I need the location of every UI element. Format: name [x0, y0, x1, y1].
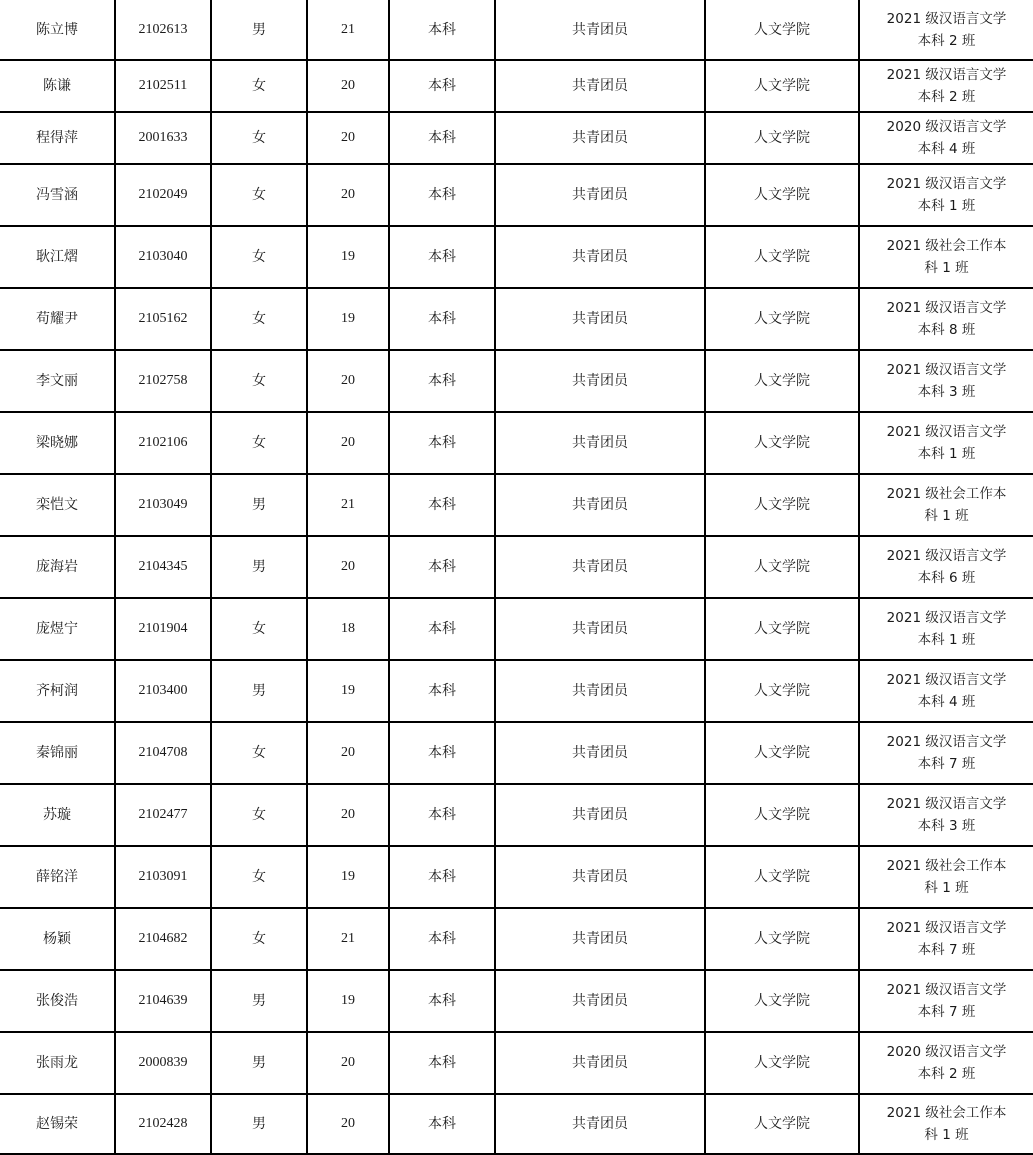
class-line-2: 本科 1 班	[917, 446, 976, 462]
gender-cell: 女	[211, 288, 307, 350]
table-row	[0, 1032, 1033, 1094]
student-name-cell: 齐柯润	[0, 660, 115, 722]
student-name-cell: 张俊浩	[0, 970, 115, 1032]
class-cell	[859, 536, 1033, 598]
student-id-cell: 2102106	[115, 412, 211, 474]
table-row	[0, 908, 1033, 970]
gender-cell: 男	[211, 0, 307, 60]
class-cell	[859, 60, 1033, 112]
class-cell	[859, 598, 1033, 660]
political-status-cell: 共青团员	[495, 598, 705, 660]
college-cell: 人文学院	[705, 536, 859, 598]
college-cell: 人文学院	[705, 598, 859, 660]
age-cell: 19	[307, 288, 389, 350]
student-id-cell: 2103091	[115, 846, 211, 908]
gender-cell: 男	[211, 474, 307, 536]
class-line-2: 本科 4 班	[917, 694, 976, 710]
gender-cell: 女	[211, 226, 307, 288]
class-cell	[859, 722, 1033, 784]
gender-cell: 男	[211, 1032, 307, 1094]
political-status-cell: 共青团员	[495, 474, 705, 536]
student-name-cell: 程得萍	[0, 112, 115, 164]
class-line-1: 2021 级汉语言文学	[886, 548, 1007, 564]
student-id-cell: 2102049	[115, 164, 211, 226]
class-line-1: 2021 级社会工作本	[886, 1105, 1007, 1121]
political-status-cell: 共青团员	[495, 1032, 705, 1094]
college-cell: 人文学院	[705, 722, 859, 784]
student-name-cell: 杨颖	[0, 908, 115, 970]
student-name-cell: 陈谦	[0, 60, 115, 112]
college-cell: 人文学院	[705, 1094, 859, 1154]
student-id-cell: 2103049	[115, 474, 211, 536]
college-cell: 人文学院	[705, 60, 859, 112]
age-cell: 20	[307, 784, 389, 846]
gender-cell: 女	[211, 164, 307, 226]
class-cell	[859, 660, 1033, 722]
political-status-cell: 共青团员	[495, 412, 705, 474]
table-row	[0, 60, 1033, 112]
political-status-cell: 共青团员	[495, 226, 705, 288]
class-line-2: 本科 3 班	[917, 818, 976, 834]
student-name-cell: 张雨龙	[0, 1032, 115, 1094]
education-level-cell: 本科	[389, 60, 495, 112]
political-status-cell: 共青团员	[495, 164, 705, 226]
student-id-cell: 2103040	[115, 226, 211, 288]
class-line-1: 2021 级汉语言文学	[886, 300, 1007, 316]
college-cell: 人文学院	[705, 970, 859, 1032]
education-level-cell: 本科	[389, 0, 495, 60]
college-cell: 人文学院	[705, 1032, 859, 1094]
education-level-cell: 本科	[389, 164, 495, 226]
college-cell: 人文学院	[705, 908, 859, 970]
table-row	[0, 598, 1033, 660]
political-status-cell: 共青团员	[495, 288, 705, 350]
class-line-1: 2021 级汉语言文学	[886, 610, 1007, 626]
college-cell: 人文学院	[705, 412, 859, 474]
student-name-cell: 薛铭洋	[0, 846, 115, 908]
table-row	[0, 784, 1033, 846]
political-status-cell: 共青团员	[495, 350, 705, 412]
education-level-cell: 本科	[389, 970, 495, 1032]
class-cell	[859, 846, 1033, 908]
college-cell: 人文学院	[705, 474, 859, 536]
student-id-cell: 2000839	[115, 1032, 211, 1094]
education-level-cell: 本科	[389, 226, 495, 288]
table-row	[0, 846, 1033, 908]
education-level-cell: 本科	[389, 846, 495, 908]
class-line-1: 2021 级汉语言文学	[886, 424, 1007, 440]
age-cell: 20	[307, 412, 389, 474]
political-status-cell: 共青团员	[495, 660, 705, 722]
student-name-cell: 秦锦丽	[0, 722, 115, 784]
class-line-2: 本科 4 班	[917, 141, 976, 157]
table-row	[0, 412, 1033, 474]
gender-cell: 女	[211, 60, 307, 112]
class-line-2: 本科 1 班	[917, 632, 976, 648]
gender-cell: 女	[211, 722, 307, 784]
education-level-cell: 本科	[389, 536, 495, 598]
student-id-cell: 2105162	[115, 288, 211, 350]
college-cell: 人文学院	[705, 0, 859, 60]
college-cell: 人文学院	[705, 846, 859, 908]
class-cell	[859, 112, 1033, 164]
student-id-cell: 2102428	[115, 1094, 211, 1154]
class-line-2: 本科 6 班	[917, 570, 976, 586]
age-cell: 20	[307, 164, 389, 226]
political-status-cell: 共青团员	[495, 908, 705, 970]
gender-cell: 男	[211, 1094, 307, 1154]
class-line-2: 本科 2 班	[917, 32, 976, 49]
class-line-2: 科 1 班	[924, 508, 969, 524]
class-cell	[859, 350, 1033, 412]
student-id-cell: 2102758	[115, 350, 211, 412]
age-cell: 20	[307, 112, 389, 164]
political-status-cell: 共青团员	[495, 536, 705, 598]
education-level-cell: 本科	[389, 112, 495, 164]
age-cell: 21	[307, 0, 389, 60]
class-cell	[859, 226, 1033, 288]
student-name-cell: 庞海岩	[0, 536, 115, 598]
table-row	[0, 164, 1033, 226]
table-row	[0, 970, 1033, 1032]
gender-cell: 女	[211, 846, 307, 908]
student-id-cell: 2104708	[115, 722, 211, 784]
education-level-cell: 本科	[389, 288, 495, 350]
class-line-2: 本科 3 班	[917, 384, 976, 400]
class-line-2: 科 1 班	[924, 880, 969, 896]
class-line-1: 2021 级汉语言文学	[886, 10, 1007, 27]
class-line-1: 2021 级社会工作本	[886, 858, 1007, 874]
student-id-cell: 2102511	[115, 60, 211, 112]
class-line-1: 2021 级汉语言文学	[886, 176, 1007, 192]
class-cell	[859, 288, 1033, 350]
age-cell: 21	[307, 908, 389, 970]
student-id-cell: 2104639	[115, 970, 211, 1032]
gender-cell: 女	[211, 412, 307, 474]
political-status-cell: 共青团员	[495, 112, 705, 164]
class-line-1: 2021 级汉语言文学	[886, 796, 1007, 812]
class-line-2: 科 1 班	[924, 1127, 969, 1143]
gender-cell: 女	[211, 908, 307, 970]
age-cell: 20	[307, 350, 389, 412]
college-cell: 人文学院	[705, 112, 859, 164]
college-cell: 人文学院	[705, 784, 859, 846]
gender-cell: 女	[211, 350, 307, 412]
class-line-1: 2021 级社会工作本	[886, 238, 1007, 254]
college-cell: 人文学院	[705, 164, 859, 226]
college-cell: 人文学院	[705, 660, 859, 722]
table-row	[0, 288, 1033, 350]
college-cell: 人文学院	[705, 226, 859, 288]
class-cell	[859, 0, 1033, 60]
education-level-cell: 本科	[389, 1032, 495, 1094]
political-status-cell: 共青团员	[495, 60, 705, 112]
student-id-cell: 2001633	[115, 112, 211, 164]
age-cell: 19	[307, 660, 389, 722]
class-line-2: 本科 1 班	[917, 198, 976, 214]
gender-cell: 男	[211, 536, 307, 598]
class-cell	[859, 412, 1033, 474]
political-status-cell: 共青团员	[495, 0, 705, 60]
student-name-cell: 梁晓娜	[0, 412, 115, 474]
class-line-1: 2021 级社会工作本	[886, 486, 1007, 502]
student-name-cell: 陈立博	[0, 0, 115, 60]
class-line-1: 2021 级汉语言文学	[886, 362, 1007, 378]
table-row	[0, 350, 1033, 412]
gender-cell: 女	[211, 598, 307, 660]
political-status-cell: 共青团员	[495, 846, 705, 908]
education-level-cell: 本科	[389, 722, 495, 784]
political-status-cell: 共青团员	[495, 784, 705, 846]
student-name-cell: 李文丽	[0, 350, 115, 412]
age-cell: 18	[307, 598, 389, 660]
student-id-cell: 2102477	[115, 784, 211, 846]
class-line-2: 本科 7 班	[917, 756, 976, 772]
class-cell	[859, 474, 1033, 536]
student-id-cell: 2103400	[115, 660, 211, 722]
class-line-1: 2021 级汉语言文学	[886, 982, 1007, 998]
class-line-2: 本科 7 班	[917, 1004, 976, 1020]
education-level-cell: 本科	[389, 1094, 495, 1154]
student-name-cell: 苟耀尹	[0, 288, 115, 350]
class-line-2: 科 1 班	[924, 260, 969, 276]
education-level-cell: 本科	[389, 412, 495, 474]
gender-cell: 男	[211, 970, 307, 1032]
education-level-cell: 本科	[389, 474, 495, 536]
class-cell	[859, 1032, 1033, 1094]
table-row	[0, 0, 1033, 60]
political-status-cell: 共青团员	[495, 722, 705, 784]
class-line-1: 2021 级汉语言文学	[886, 672, 1007, 688]
student-id-cell: 2101904	[115, 598, 211, 660]
class-cell	[859, 908, 1033, 970]
student-name-cell: 苏璇	[0, 784, 115, 846]
college-cell: 人文学院	[705, 288, 859, 350]
age-cell: 20	[307, 722, 389, 784]
class-cell	[859, 1094, 1033, 1154]
class-line-2: 本科 7 班	[917, 942, 976, 958]
student-name-cell: 栾恺文	[0, 474, 115, 536]
table-row	[0, 112, 1033, 164]
gender-cell: 女	[211, 784, 307, 846]
class-line-1: 2021 级汉语言文学	[886, 734, 1007, 750]
age-cell: 19	[307, 970, 389, 1032]
student-id-cell: 2104345	[115, 536, 211, 598]
political-status-cell: 共青团员	[495, 970, 705, 1032]
age-cell: 21	[307, 474, 389, 536]
education-level-cell: 本科	[389, 908, 495, 970]
class-line-1: 2020 级汉语言文学	[886, 1044, 1007, 1060]
age-cell: 20	[307, 536, 389, 598]
political-status-cell: 共青团员	[495, 1094, 705, 1154]
table-row	[0, 474, 1033, 536]
table-row	[0, 722, 1033, 784]
student-name-cell: 耿江熠	[0, 226, 115, 288]
gender-cell: 女	[211, 112, 307, 164]
student-name-cell: 冯雪涵	[0, 164, 115, 226]
age-cell: 20	[307, 1094, 389, 1154]
age-cell: 19	[307, 846, 389, 908]
student-name-cell: 庞煜宁	[0, 598, 115, 660]
class-line-1: 2021 级汉语言文学	[886, 920, 1007, 936]
age-cell: 19	[307, 226, 389, 288]
student-id-cell: 2104682	[115, 908, 211, 970]
education-level-cell: 本科	[389, 598, 495, 660]
age-cell: 20	[307, 60, 389, 112]
college-cell: 人文学院	[705, 350, 859, 412]
class-cell	[859, 784, 1033, 846]
education-level-cell: 本科	[389, 350, 495, 412]
gender-cell: 男	[211, 660, 307, 722]
education-level-cell: 本科	[389, 784, 495, 846]
class-line-2: 本科 2 班	[917, 89, 976, 105]
class-cell	[859, 970, 1033, 1032]
class-line-1: 2020 级汉语言文学	[886, 119, 1007, 135]
table-row	[0, 660, 1033, 722]
table-row	[0, 536, 1033, 598]
student-name-cell: 赵锡荣	[0, 1094, 115, 1154]
education-level-cell: 本科	[389, 660, 495, 722]
age-cell: 20	[307, 1032, 389, 1094]
table-row	[0, 1094, 1033, 1154]
class-line-2: 本科 8 班	[917, 322, 976, 338]
student-id-cell: 2102613	[115, 0, 211, 60]
table-row	[0, 226, 1033, 288]
class-cell	[859, 164, 1033, 226]
class-line-1: 2021 级汉语言文学	[886, 67, 1007, 83]
class-line-2: 本科 2 班	[917, 1066, 976, 1082]
